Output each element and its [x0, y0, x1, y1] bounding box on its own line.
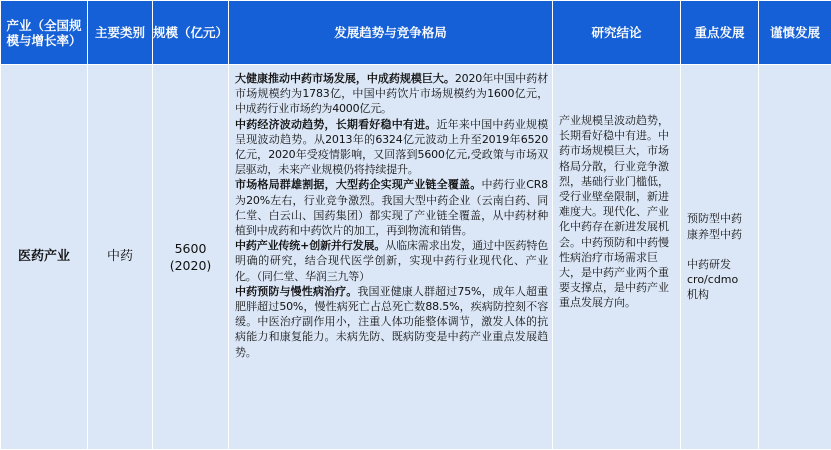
focus-item: cro/cdmo	[687, 272, 754, 287]
table-row	[1, 65, 831, 450]
header-focus: 重点发展	[681, 1, 759, 65]
trend-paragraph: 中药经济波动趋势，长期看好稳中有进。近年来中国中药业规模呈现波动趋势。从2013年的6324亿元波动上升至2019年6520亿元，2020年受疫情影响，又回落到5600亿元,受政策与市场双层驱动，未来产业规模仍将持续提升。	[235, 117, 548, 178]
trend-paragraph: 市场格局群雄割据，大型药企实现产业链全覆盖。中药行业CR8为20%左右，行业竞争激烈。我国大型中药企业（云南白药、同仁堂、白云山、国药集团）都实现了产业链全覆盖，从中药材种植到中成药和中药饮片的加工，再到物流和销售。	[235, 177, 548, 238]
scale-value: 5600	[153, 240, 228, 257]
header-industry: 产业（全国规模与增长率）	[1, 1, 88, 65]
trend-paragraph: 大健康推动中药市场发展，中成药规模巨大。2020年中国中药材市场规模约为1783亿，中国中药饮片市场规模约为1600亿元，中成药行业市场约为4000亿元。	[235, 71, 548, 117]
focus-item: 预防型中药	[687, 211, 754, 226]
scale-cell	[153, 65, 229, 450]
focus-spacer	[687, 242, 754, 257]
conclusion-cell: 产业规模呈波动趋势，长期看好稳中有进。中药市场规模巨大，市场格局分散，行业竞争激烈，基础行业门槛低，受行业壁垒限制，新进难度大。现代化、产业化中药存在新进发展机会。中药预防和中药慢性病治疗市场需求巨大，是中药产业两个重要支撑点，是中药产业重点发展方向。	[553, 65, 681, 450]
table-header-row	[1, 1, 831, 65]
focus-item: 中药研发	[687, 257, 754, 272]
caution-cell	[759, 65, 831, 450]
trend-paragraph: 中药产业传统+创新并行发展。从临床需求出发，通过中医药特色明确的研究，结合现代医学创新，实现中药行业现代化、产业化。（同仁堂、华润三九等）	[235, 238, 548, 284]
header-category: 主要类别	[88, 1, 153, 65]
category-cell: 中药	[88, 65, 153, 450]
header-scale: 规模（亿元）	[153, 1, 229, 65]
header-caution: 谨慎发展	[759, 1, 831, 65]
industry-cell: 医药产业	[1, 65, 88, 450]
focus-item: 机构	[687, 287, 754, 302]
trend-cell	[229, 65, 553, 450]
scale-year: (2020)	[153, 257, 228, 274]
header-conclusion: 研究结论	[553, 1, 681, 65]
focus-item: 康养型中药	[687, 227, 754, 242]
trend-paragraph: 中药预防与慢性病治疗。我国亚健康人群超过75%，成年人超重肥胖超过50%，慢性病死亡占总死亡数88.5%，疾病防控刻不容缓。中医治疗副作用小，注重人体功能整体调节，激发人体的抗病能力和康复能力。未病先防、既病防变是中药产业重点发展趋势。	[235, 284, 548, 360]
header-trend: 发展趋势与竞争格局	[229, 1, 553, 65]
focus-cell	[681, 65, 759, 450]
